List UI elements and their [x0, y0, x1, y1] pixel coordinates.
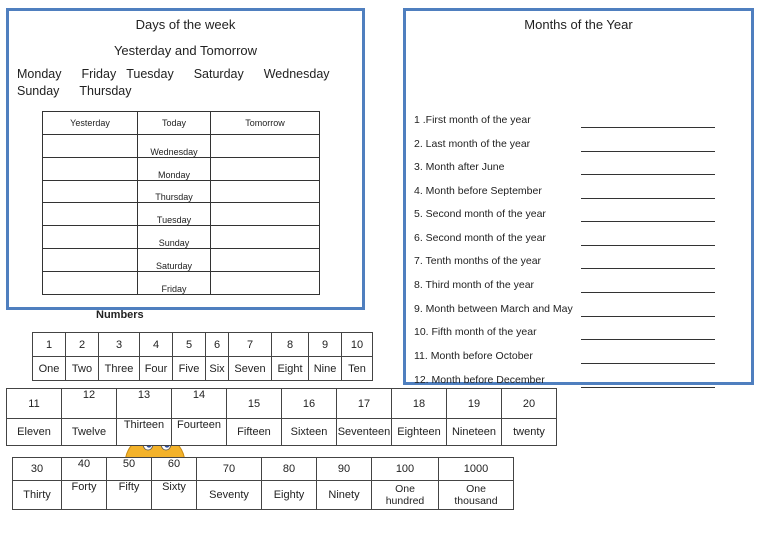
table-row [43, 271, 320, 294]
days-of-week-panel [6, 8, 365, 310]
digit-cell: 5 [173, 333, 206, 357]
digit-cell: 90 [317, 458, 372, 481]
number-word-cell: Forty [62, 481, 107, 510]
days-table [42, 111, 320, 295]
number-word-cell: Fifteen [227, 419, 282, 446]
month-question: 4. Month before September [414, 185, 542, 197]
number-word-cell: twenty [502, 419, 557, 446]
tomorrow-blank-cell[interactable] [211, 135, 320, 158]
digit-cell: 2 [66, 333, 99, 357]
month-question: 11. Month before October [414, 350, 533, 362]
answer-line[interactable] [581, 174, 715, 175]
number-word-cell: Six [206, 357, 229, 381]
digit-cell: 70 [197, 458, 262, 481]
digit-cell: 9 [309, 333, 342, 357]
number-word-cell: Fourteen [172, 419, 227, 446]
number-word-cell: Ninety [317, 481, 372, 510]
yesterday-blank-cell[interactable] [43, 157, 138, 180]
numbers-table-tens [12, 457, 514, 510]
digit-cell: 10 [342, 333, 373, 357]
tomorrow-blank-cell[interactable] [211, 248, 320, 271]
month-question: 12. Month before December [414, 374, 545, 386]
table-header-row [43, 112, 320, 135]
answer-line[interactable] [581, 292, 715, 293]
number-word-cell: Four [140, 357, 173, 381]
month-question: 6. Second month of the year [414, 232, 546, 244]
tomorrow-blank-cell[interactable] [211, 157, 320, 180]
number-word-cell: One [33, 357, 66, 381]
yesterday-blank-cell[interactable] [43, 203, 138, 226]
answer-line[interactable] [581, 387, 715, 388]
answer-line[interactable] [581, 268, 715, 269]
month-question: 9. Month between March and May [414, 303, 573, 315]
number-word-cell: Seven [229, 357, 272, 381]
table-row [43, 203, 320, 226]
table-row [43, 180, 320, 203]
number-word-cell: Ten [342, 357, 373, 381]
word-bank-item: Sunday [17, 84, 60, 98]
number-word-cell: One thousand [439, 481, 514, 510]
digit-cell: 11 [7, 389, 62, 419]
number-word-cell: Thirteen [117, 419, 172, 446]
answer-line[interactable] [581, 221, 715, 222]
month-question: 7. Tenth months of the year [414, 255, 542, 267]
numbers-table-1-10 [32, 332, 373, 381]
number-word-cell: Eight [272, 357, 309, 381]
answer-line[interactable] [581, 198, 715, 199]
today-cell: Tuesday [138, 203, 211, 226]
today-cell: Friday [138, 271, 211, 294]
digit-cell: 100 [372, 458, 439, 481]
tomorrow-blank-cell[interactable] [211, 226, 320, 249]
number-word-cell: Nineteen [447, 419, 502, 446]
tomorrow-blank-cell[interactable] [211, 203, 320, 226]
answer-line[interactable] [581, 127, 715, 128]
digit-cell: 4 [140, 333, 173, 357]
month-question: 3. Month after June [414, 161, 505, 173]
days-word-bank [17, 66, 347, 100]
number-word-cell: Eleven [7, 419, 62, 446]
digit-cell: 1000 [439, 458, 514, 481]
word-row [7, 419, 557, 446]
digit-row [13, 458, 514, 481]
yesterday-blank-cell[interactable] [43, 226, 138, 249]
digit-cell: 40 [62, 458, 107, 481]
tomorrow-blank-cell[interactable] [211, 271, 320, 294]
digit-row [33, 333, 373, 357]
number-word-cell: Twelve [62, 419, 117, 446]
digit-cell: 13 [117, 389, 172, 419]
table-row [43, 135, 320, 158]
word-bank-item: Friday [81, 67, 117, 81]
number-word-cell: Two [66, 357, 99, 381]
digit-cell: 1 [33, 333, 66, 357]
digit-cell: 3 [99, 333, 140, 357]
answer-line[interactable] [581, 363, 715, 364]
digit-cell: 18 [392, 389, 447, 419]
number-word-cell: Three [99, 357, 140, 381]
word-bank-item: Saturday [193, 67, 244, 81]
numbers-title: Numbers [96, 309, 144, 321]
days-subtitle: Yesterday and Tomorrow [113, 43, 258, 58]
yesterday-blank-cell[interactable] [43, 135, 138, 158]
answer-line[interactable] [581, 339, 715, 340]
digit-cell: 14 [172, 389, 227, 419]
number-word-cell: One hundred [372, 481, 439, 510]
number-word-cell: Seventeen [337, 419, 392, 446]
number-word-cell: Sixty [152, 481, 197, 510]
digit-cell: 8 [272, 333, 309, 357]
answer-line[interactable] [581, 316, 715, 317]
digit-cell: 20 [502, 389, 557, 419]
table-row [43, 157, 320, 180]
number-word-cell: Eighty [262, 481, 317, 510]
number-word-cell: Fifty [107, 481, 152, 510]
table-row [43, 248, 320, 271]
answer-line[interactable] [581, 245, 715, 246]
digit-cell: 12 [62, 389, 117, 419]
digit-row [7, 389, 557, 419]
today-cell: Monday [138, 157, 211, 180]
digit-cell: 17 [337, 389, 392, 419]
word-bank-item: Wednesday [263, 67, 330, 81]
word-bank-item: Monday [17, 67, 62, 81]
today-cell: Saturday [138, 248, 211, 271]
digit-cell: 19 [447, 389, 502, 419]
answer-line[interactable] [581, 151, 715, 152]
word-bank-item: Tuesday [126, 67, 174, 81]
digit-cell: 60 [152, 458, 197, 481]
month-question: 1 .First month of the year [414, 114, 531, 126]
header-today: Today [138, 112, 211, 135]
header-tomorrow: Tomorrow [211, 112, 320, 135]
number-word-cell: Nine [309, 357, 342, 381]
digit-cell: 80 [262, 458, 317, 481]
number-word-cell: Eighteen [392, 419, 447, 446]
word-row [13, 481, 514, 510]
tomorrow-blank-cell[interactable] [211, 180, 320, 203]
today-cell: Thursday [138, 180, 211, 203]
month-question: 10. Fifth month of the year [414, 326, 537, 338]
months-title: Months of the Year [524, 17, 633, 32]
yesterday-blank-cell[interactable] [43, 271, 138, 294]
month-question: 2. Last month of the year [414, 138, 531, 150]
word-bank-item: Thursday [79, 84, 132, 98]
yesterday-blank-cell[interactable] [43, 248, 138, 271]
digit-cell: 7 [229, 333, 272, 357]
number-word-cell: Five [173, 357, 206, 381]
digit-cell: 6 [206, 333, 229, 357]
yesterday-blank-cell[interactable] [43, 180, 138, 203]
digit-cell: 30 [13, 458, 62, 481]
number-word-cell: Thirty [13, 481, 62, 510]
digit-cell: 16 [282, 389, 337, 419]
number-word-cell: Sixteen [282, 419, 337, 446]
today-cell: Wednesday [138, 135, 211, 158]
table-row [43, 226, 320, 249]
number-word-cell: Seventy [197, 481, 262, 510]
numbers-table-11-20 [6, 388, 557, 446]
word-row [33, 357, 373, 381]
header-yesterday: Yesterday [43, 112, 138, 135]
digit-cell: 50 [107, 458, 152, 481]
days-title: Days of the week [135, 17, 236, 32]
today-cell: Sunday [138, 226, 211, 249]
digit-cell: 15 [227, 389, 282, 419]
months-of-year-panel [403, 8, 754, 385]
month-question: 8. Third month of the year [414, 279, 535, 291]
month-question: 5. Second month of the year [414, 208, 546, 220]
